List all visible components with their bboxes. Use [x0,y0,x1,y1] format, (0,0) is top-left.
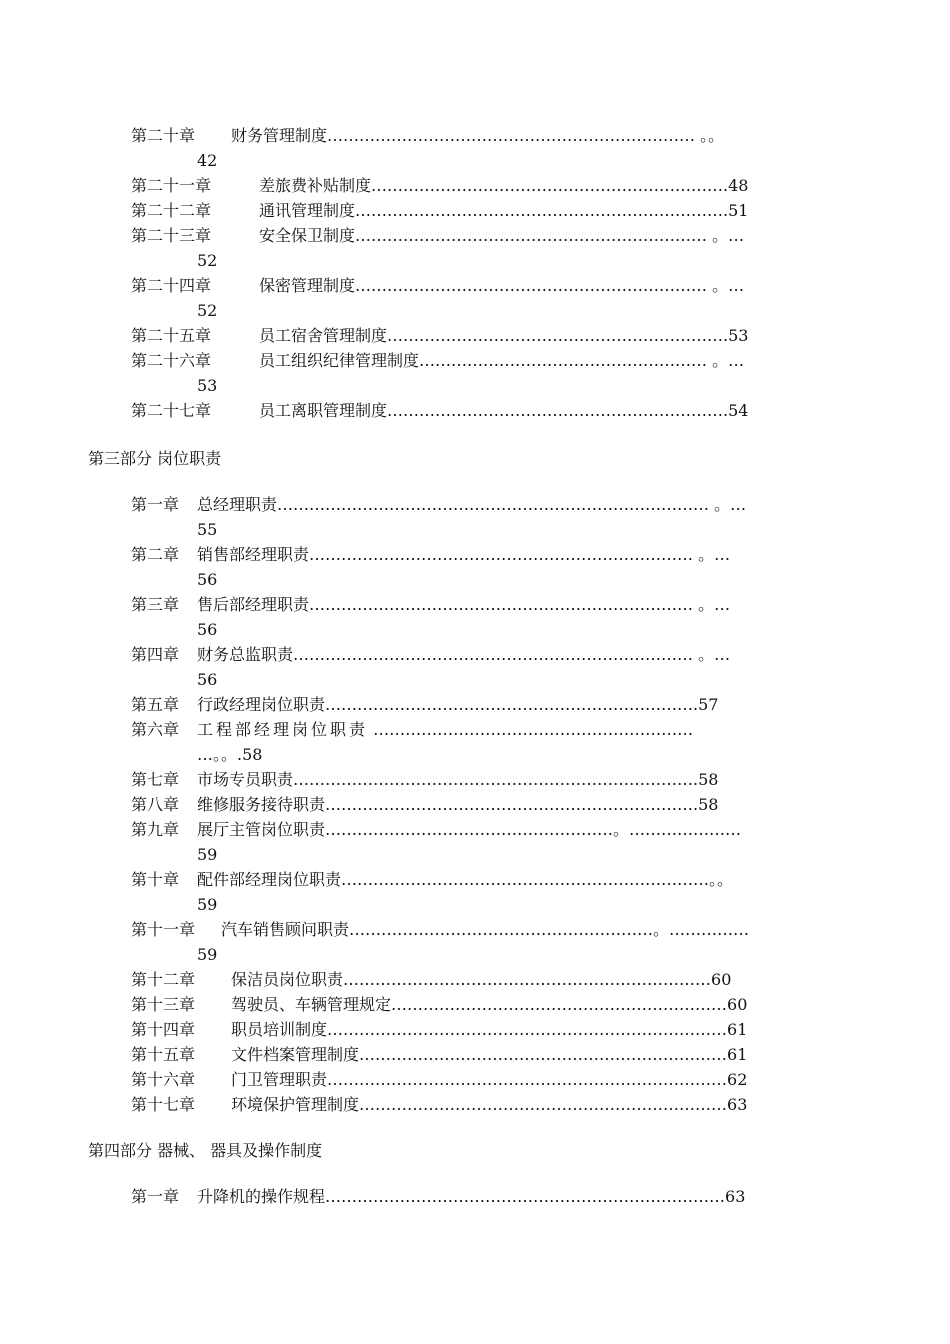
toc-leader-dots: ………………………………………………………………… [293,645,694,664]
toc-page-number-continued: 56 [197,620,218,639]
toc-page-number-continued: 59 [197,895,218,914]
toc-page-number: …………………63 [613,1187,746,1206]
toc-page-number: 。… [707,276,745,295]
toc-page-number: ….57 [677,695,719,714]
toc-chapter-number: 第二十五章 [131,326,212,345]
toc-page-number: ….51 [707,201,749,220]
toc-leader-dots: …………………………………………… [341,870,614,889]
toc-chapter-number: 第六章 [131,720,180,739]
toc-leader-dots: …………………………………………………………… [359,1095,728,1114]
toc-chapter-title: 驾驶员、车辆管理规定 [231,995,392,1014]
section-heading-part4: 第四部分 器械、 器具及操作制度 [88,1141,323,1160]
toc-entry[interactable] [131,124,867,148]
toc-chapter-number: 第十三章 [131,995,196,1014]
toc-page-number: .48 [723,176,749,195]
toc-entry[interactable] [131,593,867,617]
toc-page-number-continued: 56 [197,570,218,589]
toc-page-number: 。… [707,226,745,245]
toc-page-number-continued: 59 [197,945,218,964]
toc-entry[interactable] [131,543,867,567]
toc-page-number-continued: 42 [197,151,218,170]
toc-page-number: .58 [693,795,719,814]
toc-leader-dots: …………………………………………………… [368,720,694,739]
toc-entry[interactable] [131,818,867,842]
toc-chapter-number: 第二十章 [131,126,196,145]
toc-leader-dots: ……………………………………………………………………… [277,495,710,514]
toc-entry[interactable] [131,693,867,717]
toc-page-number-continued: 56 [197,670,218,689]
toc-leader-dots: ………………………………………………… [349,920,654,939]
toc-entry[interactable] [131,349,867,373]
toc-chapter-title: 工程部经理岗位职责 [197,720,369,739]
toc-entry[interactable] [131,1043,867,1067]
toc-page-number-continued: 52 [197,301,218,320]
toc-chapter-title: 环境保护管理制度 [231,1095,360,1114]
toc-leader-dots: …………………………………………………………… [359,1045,728,1064]
toc-chapter-number: 第十六章 [131,1070,196,1089]
toc-page-number: 。………………… [613,820,742,839]
toc-chapter-number: 第十二章 [131,970,196,989]
toc-chapter-title: 门卫管理职责 [231,1070,328,1089]
toc-leader-dots: ………………………………………………………… [355,201,708,220]
toc-entry[interactable] [131,968,867,992]
toc-leader-dots: ………………………………………………………… [325,695,678,714]
toc-chapter-number: 第十七章 [131,1095,196,1114]
toc-leader-dots: ……………………………………………………… [391,995,728,1014]
toc-page-number-continued: 52 [197,251,218,270]
toc-chapter-title: 维修服务接待职责 [197,795,326,814]
toc-leader-dots: ………………………………………………………………… [293,770,694,789]
toc-page-number: 60 [711,970,732,989]
toc-page-number-continued: 55 [197,520,218,539]
toc-entry[interactable] [131,768,867,792]
toc-chapter-number: 第二十三章 [131,226,212,245]
toc-leader-dots: ……………………………………………………………… [309,595,694,614]
toc-page-number: 。… [693,645,731,664]
toc-entry[interactable] [131,643,867,667]
toc-chapter-number: 第十章 [131,870,180,889]
toc-entry[interactable] [131,868,867,892]
toc-page-number: 。… [707,351,745,370]
toc-page-number: 61 [727,1045,748,1064]
toc-chapter-title: 文件档案管理制度 [231,1045,360,1064]
section-heading-part3: 第三部分 岗位职责 [88,449,222,468]
toc-entry[interactable] [131,1093,867,1117]
toc-entry[interactable] [131,1185,867,1209]
toc-chapter-number: 第二十二章 [131,201,212,220]
toc-chapter-title: 员工组织纪律管理制度 [259,351,420,370]
toc-chapter-title: 差旅费补贴制度 [259,176,372,195]
toc-chapter-number: 第二章 [131,545,180,564]
toc-chapter-title: 员工宿舍管理制度 [259,326,388,345]
toc-page-number: .58 [693,770,719,789]
toc-entry[interactable] [131,1018,867,1042]
toc-chapter-number: 第十五章 [131,1045,196,1064]
toc-chapter-number: 第五章 [131,695,180,714]
toc-entry[interactable] [131,493,867,517]
toc-leader-dots: ………………………………………………………… [355,276,708,295]
toc-chapter-title: 安全保卫制度 [259,226,356,245]
toc-page-number-continued: 53 [197,376,218,395]
toc-entry[interactable] [131,718,867,742]
toc-chapter-number: 第一章 [131,1187,180,1206]
toc-entry[interactable] [131,993,867,1017]
toc-leader-dots: ……………………………………………… [419,351,708,370]
toc-leader-dots: …………………………………………………… [387,401,708,420]
toc-leader-dots: ………………………………………………………… [355,226,708,245]
toc-entry[interactable] [131,274,867,298]
toc-chapter-title: 行政经理岗位职责 [197,695,326,714]
toc-chapter-title: 升降机的操作规程 [197,1187,326,1206]
toc-chapter-title: 保洁员岗位职责 [231,970,344,989]
toc-entry[interactable] [131,224,867,248]
toc-entry[interactable] [131,399,867,423]
toc-chapter-number: 第二十一章 [131,176,212,195]
toc-entry[interactable] [131,199,867,223]
toc-leader-dots: ………………………………………………………………… [327,1020,728,1039]
toc-chapter-number: 第三章 [131,595,180,614]
toc-chapter-title: 展厅主管岗位职责 [197,820,326,839]
toc-leader-dots: ……………………………………………… [325,820,614,839]
toc-entry[interactable] [131,918,867,942]
toc-page-number: ………………。。 [613,870,734,889]
toc-chapter-title: 销售部经理职责 [197,545,310,564]
toc-chapter-title: 售后部经理职责 [197,595,310,614]
toc-chapter-title: 汽车销售顾问职责 [221,920,350,939]
toc-page-number: 63 [727,1095,748,1114]
toc-leader-dots: …………………………………………………………… [343,970,712,989]
toc-chapter-title: 财务管理制度 [231,126,328,145]
toc-page-number-continued: …。。.58 [197,745,263,764]
toc-chapter-title: 通讯管理制度 [259,201,356,220]
toc-chapter-number: 第一章 [131,495,180,514]
toc-leader-dots: …………………………………………………………… [325,795,694,814]
toc-chapter-title: 保密管理制度 [259,276,356,295]
toc-page-number: ….54 [707,401,749,420]
toc-chapter-title: 总经理职责 [197,495,278,514]
toc-leader-dots: ………………………………………………………… [371,176,724,195]
toc-page-number: 。… [693,595,731,614]
toc-chapter-number: 第二十四章 [131,276,212,295]
toc-page-number: 61 [727,1020,748,1039]
toc-chapter-title: 市场专员职责 [197,770,294,789]
toc-chapter-number: 第二十七章 [131,401,212,420]
toc-chapter-number: 第七章 [131,770,180,789]
toc-chapter-title: 职员培训制度 [231,1020,328,1039]
toc-leader-dots: ……………………………………………………………… [309,545,694,564]
toc-page-number: 62 [727,1070,748,1089]
toc-chapter-number: 第九章 [131,820,180,839]
toc-chapter-number: 第八章 [131,795,180,814]
toc-entry[interactable] [131,174,867,198]
toc-page-number: 。…………… [653,920,750,939]
toc-chapter-number: 第十一章 [131,920,196,939]
toc-page-number-continued: 59 [197,845,218,864]
toc-page-number: 60 [727,995,748,1014]
toc-entry[interactable] [131,324,867,348]
toc-leader-dots: ………………………………………………………………… [327,1070,728,1089]
toc-chapter-number: 第二十六章 [131,351,212,370]
toc-chapter-title: 配件部经理岗位职责 [197,870,342,889]
toc-page-number: 。… [709,495,747,514]
toc-leader-dots: ……………………………………………… [325,1187,614,1206]
toc-page-number: ….53 [707,326,749,345]
toc-chapter-title: 员工离职管理制度 [259,401,388,420]
toc-chapter-number: 第十四章 [131,1020,196,1039]
toc-chapter-title: 财务总监职责 [197,645,294,664]
toc-page-number: 。。 [695,126,725,145]
toc-leader-dots: …………………………………………………………… [327,126,696,145]
toc-leader-dots: …………………………………………………… [387,326,708,345]
toc-chapter-number: 第四章 [131,645,180,664]
toc-page-number: 。… [693,545,731,564]
toc-entry[interactable] [131,793,867,817]
toc-entry[interactable] [131,1068,867,1092]
